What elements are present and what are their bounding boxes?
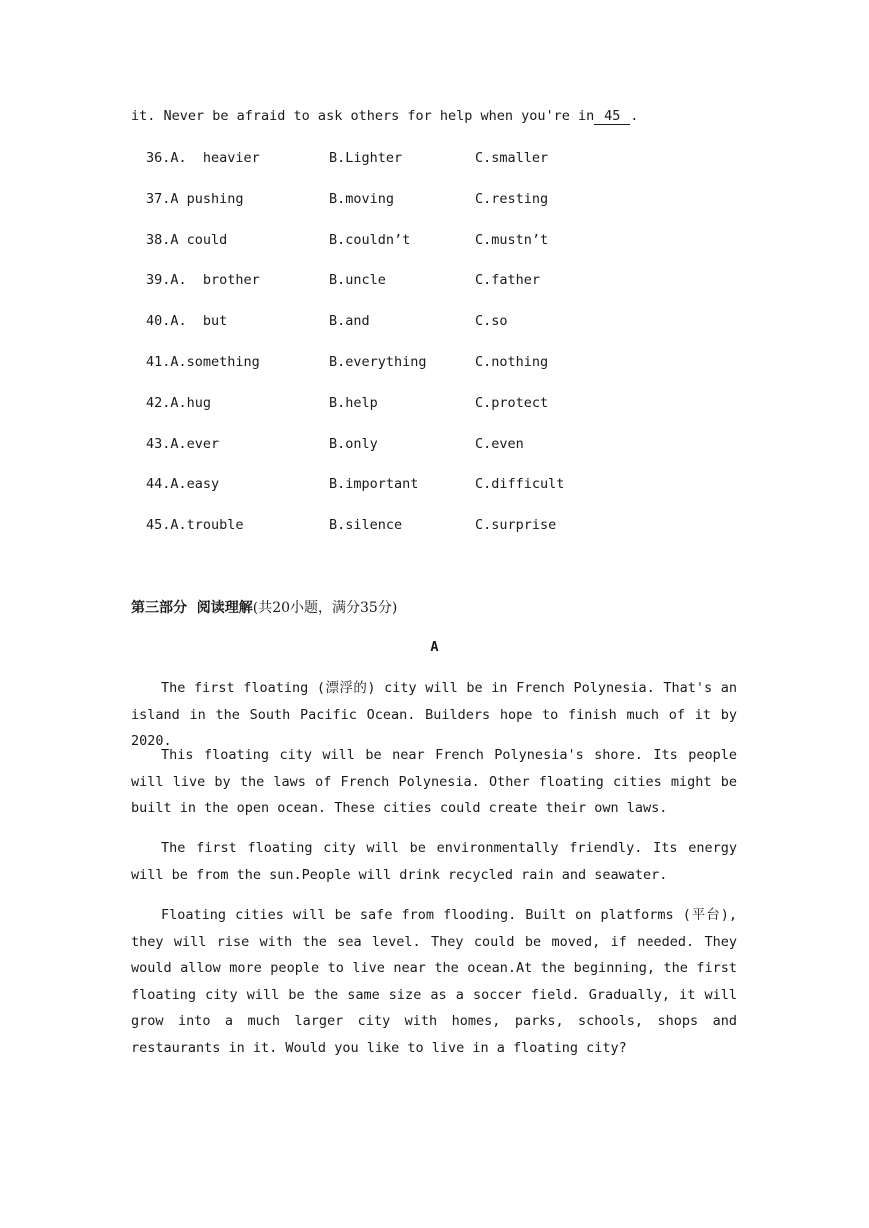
option-b: B.silence [329,517,403,534]
option-a: 43.A.ever [146,435,220,452]
option-b: B.help [329,394,378,411]
option-a: 37.A pushing [146,190,244,207]
option-c: C.mustn’t [475,231,549,248]
cloze-line-text: it. Never be afraid to ask others for help when you're in [131,108,595,124]
option-row-42 [146,395,746,436]
option-c: C.smaller [475,150,549,166]
passage-label: A [430,639,439,655]
option-row-43 [146,436,746,477]
section-heading-detail: (共20小题，满分35分) [252,600,398,616]
option-a: 38.A could [146,231,228,248]
option-a: 36.A. heavier [146,150,260,166]
option-c: C.even [475,435,524,452]
option-b: B.important [329,476,419,493]
option-c: C.difficult [475,476,565,493]
option-b: B.uncle [329,272,386,289]
option-a: 44.A.easy [146,476,220,493]
option-b: B.everything [329,353,427,370]
option-a: 45.A.trouble [146,517,244,534]
option-row-41 [146,354,746,395]
option-c: C.resting [475,190,549,207]
option-b: B.and [329,313,370,330]
option-c: C.so [475,313,508,330]
option-a: 41.A.something [146,353,260,370]
option-c: C.protect [475,394,549,411]
option-row-36 [146,150,746,191]
blank-45: 45 [594,108,630,125]
section-heading [131,597,397,617]
option-b: B.moving [329,190,395,207]
passage-paragraph: The first floating (漂浮的) city will be in French Polynesia. That's an island in the South Pacific Ocean. Builders hope to finish much of it by 2020. [131,680,737,749]
option-row-38 [146,232,746,273]
option-row-37 [146,191,746,232]
option-b: B.couldn’t [329,231,411,248]
passage-paragraph: This floating city will be near French Polynesia's shore. Its people will live by the laws of French Polynesia. Other floating cities might be built in the open ocean. These cities could create their own laws. [131,747,737,816]
option-a: 42.A.hug [146,394,212,411]
answer-options-list [146,150,746,558]
option-a: 39.A. brother [146,272,260,289]
option-b: B.only [329,435,378,452]
section-heading-bold: 第三部分 阅读理解 [131,600,253,616]
option-row-44 [146,476,746,517]
cloze-last-line [131,108,638,125]
option-row-39 [146,272,746,313]
option-row-45 [146,517,746,558]
passage-paragraph: The first floating city will be environmentally friendly. Its energy will be from the sun.People will drink recycled rain and seawater. [131,840,737,883]
option-b: B.Lighter [329,150,403,166]
option-a: 40.A. but [146,313,228,330]
option-row-40 [146,313,746,354]
option-c: C.father [475,272,541,289]
passage-paragraph: Floating cities will be safe from flooding. Built on platforms (平台), they will rise with the sea level. They could be moved, if needed. They would allow more people to live near the ocean.At the beginning, the first floating city will be the same size as a soccer field. Gradually, it will grow into a much larger city with homes, parks, schools, shops and restaurants in it. Would you like to live in a floating city? [131,907,737,1056]
option-c: C.surprise [475,517,557,534]
option-c: C.nothing [475,353,549,370]
cloze-line-end: . [630,108,639,124]
